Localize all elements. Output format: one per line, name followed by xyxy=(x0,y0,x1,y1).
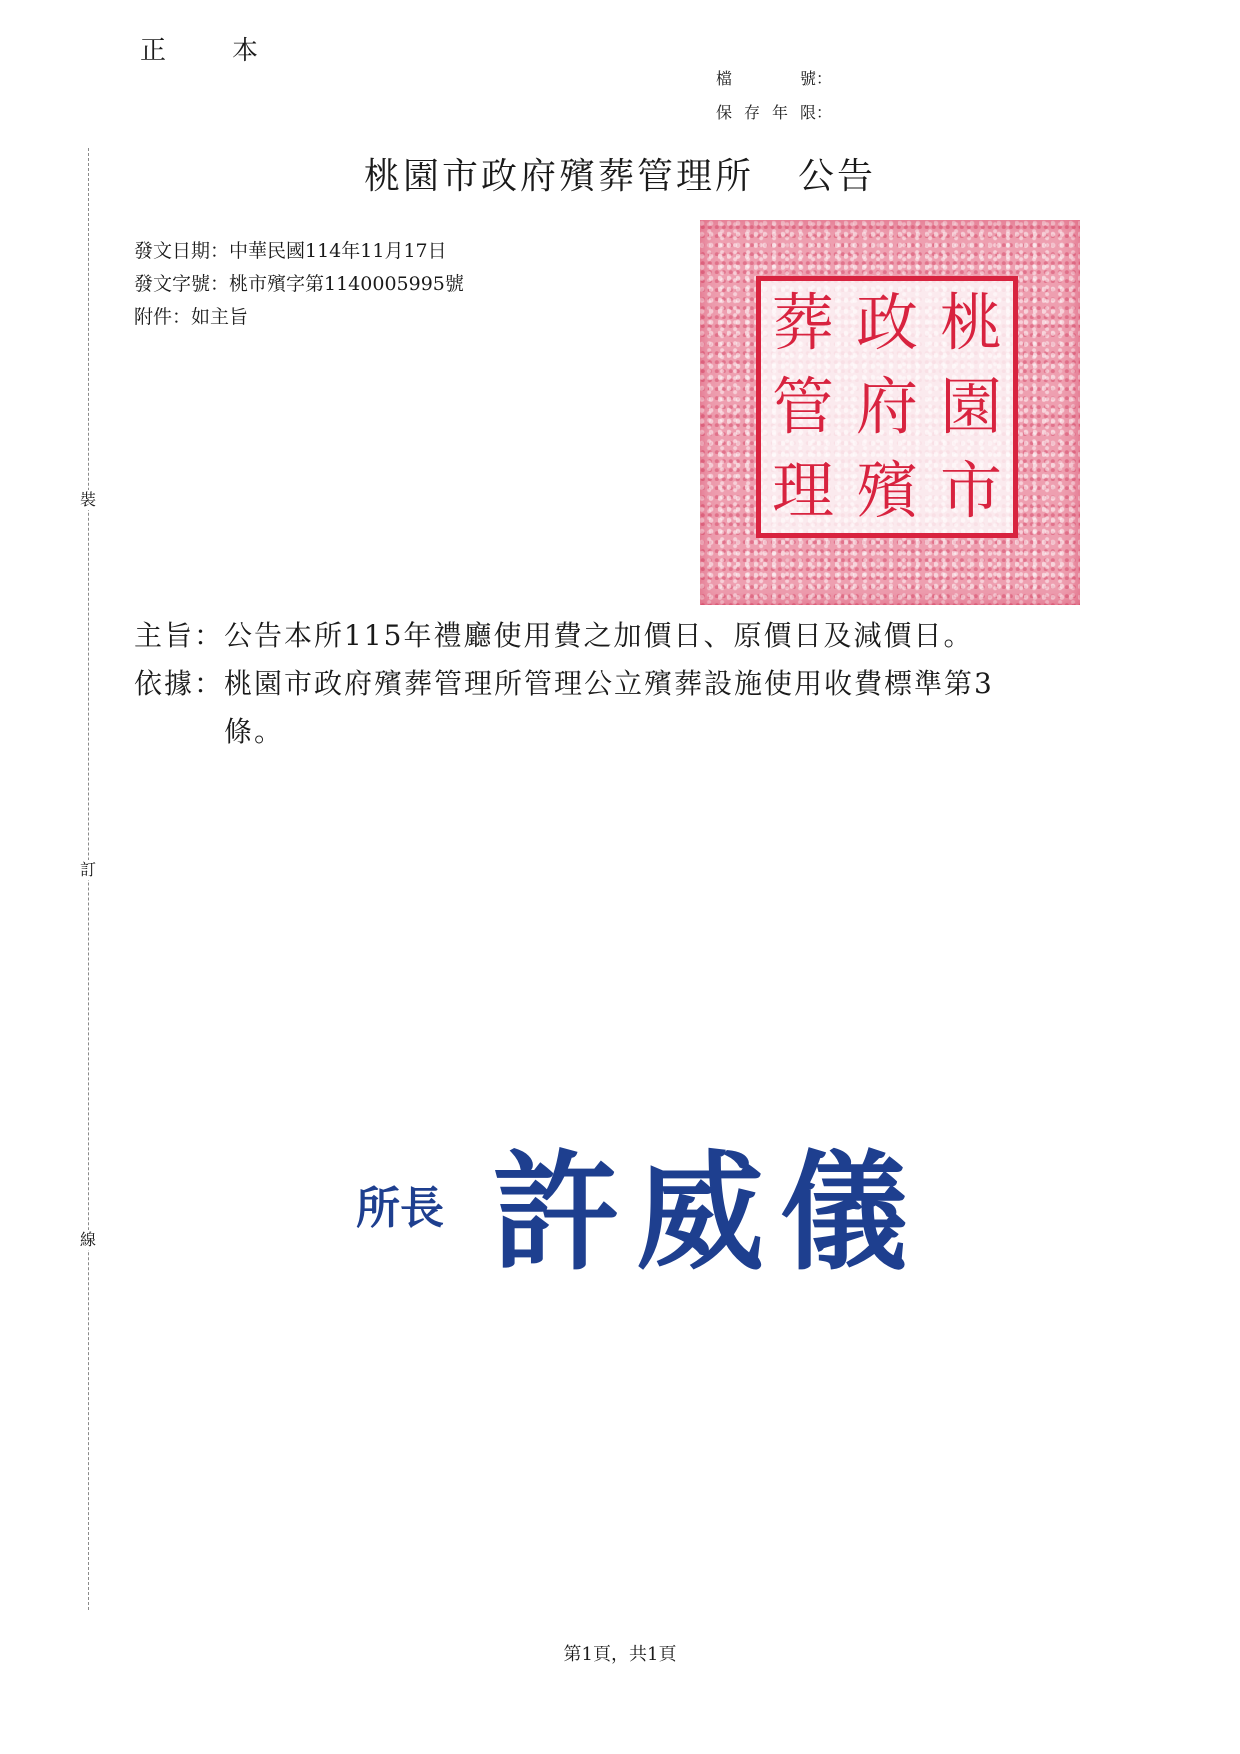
reference-number: 發文字號：桃市殯字第1140005995號 xyxy=(134,273,464,295)
file-number-row xyxy=(716,62,833,96)
issue-date: 發文日期：中華民國114年11月17日 xyxy=(134,240,447,262)
basis-row xyxy=(134,660,1044,756)
seal-inner-frame xyxy=(756,276,1018,538)
seal-character: 葬 xyxy=(771,286,834,359)
retention-label: 保存年限 xyxy=(716,103,816,122)
basis-text: 桃園市政府殯葬管理所管理公立殯葬設施使用收費標準第3條。 xyxy=(224,667,994,748)
signature-name: 許威儀 xyxy=(492,1139,925,1288)
retention-row xyxy=(716,96,833,130)
subject-text: 公告本所115年禮廳使用費之加價日、原價日及減價日。 xyxy=(224,619,974,652)
document-title xyxy=(0,148,1240,199)
seal-character: 園 xyxy=(939,370,1002,443)
retention-colon: ： xyxy=(816,103,833,122)
seal-character: 管 xyxy=(771,370,834,443)
document-header-info xyxy=(134,235,464,334)
file-number-label: 檔 號 xyxy=(716,69,816,88)
seal-character: 政 xyxy=(855,286,918,359)
seal-character: 理 xyxy=(771,454,834,527)
binding-char-ding: 訂 xyxy=(79,860,96,879)
seal-character: 殯 xyxy=(855,454,918,527)
title-doc-type: 公告 xyxy=(798,156,877,197)
copy-type-label: 正 本 xyxy=(140,36,279,66)
file-meta xyxy=(716,62,833,130)
binding-char-zhuang: 裝 xyxy=(79,490,96,509)
subject-row xyxy=(134,612,1044,660)
file-number-colon: ： xyxy=(816,69,833,88)
title-agency: 桃園市政府殯葬管理所 xyxy=(363,156,754,197)
signature-title: 所長 xyxy=(356,1183,444,1234)
seal-character: 府 xyxy=(855,370,918,443)
director-signature-stamp xyxy=(356,1110,924,1294)
document-body xyxy=(134,612,1044,756)
basis-label: 依據： xyxy=(134,667,225,700)
page-number: 第1頁，共1頁 xyxy=(563,1644,677,1665)
binding-char-xian: 線 xyxy=(79,1230,96,1249)
seal-character: 市 xyxy=(939,454,1002,527)
official-seal xyxy=(700,220,1080,605)
attachment-note: 附件：如主旨 xyxy=(134,306,249,328)
seal-character: 桃 xyxy=(939,286,1002,359)
subject-label: 主旨： xyxy=(134,619,225,652)
